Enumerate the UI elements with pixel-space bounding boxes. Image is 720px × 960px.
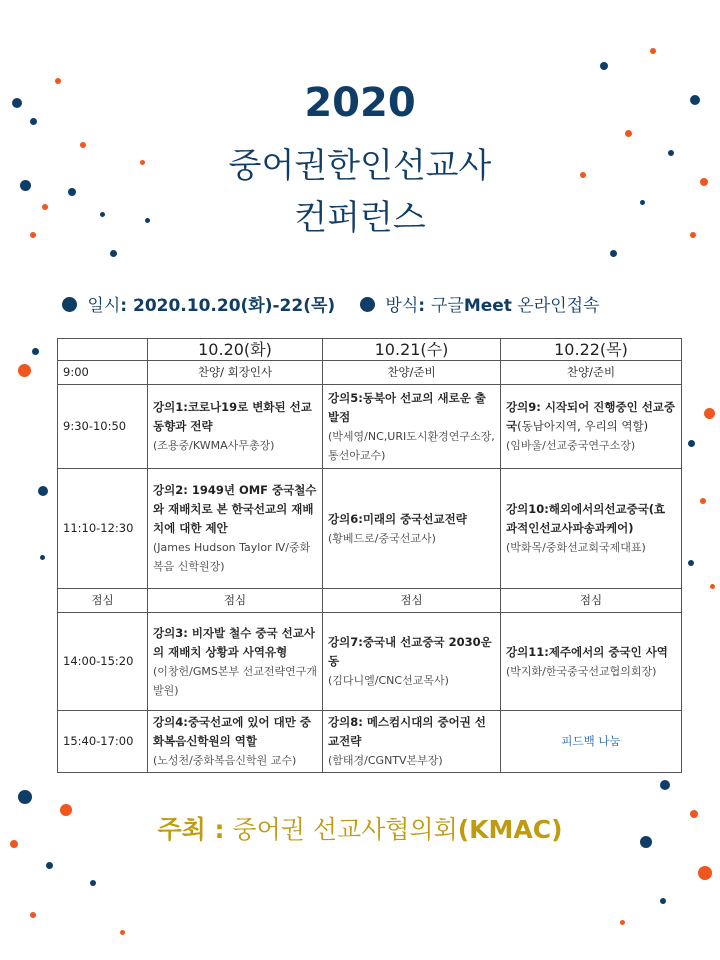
session-cell (148, 469, 323, 589)
schedule-table (57, 338, 682, 773)
confetti-dot (18, 364, 31, 377)
time-cell: 14:00-15:20 (58, 613, 148, 711)
lecture-title: 강의6:미래의 중국선교전략 (328, 511, 467, 526)
header-day: 10.20(화) (148, 339, 323, 361)
lecture-title: 강의10:해외에서의선교중국(효과적인선교사파송과케어) (506, 502, 666, 535)
confetti-dot (120, 930, 125, 935)
lecture-title: 강의4:중국선교에 있어 대만 중화복음신학원의 역할 (153, 715, 311, 748)
confetti-dot (700, 498, 706, 504)
lecture-speaker: (함태경/CGNTV본부장) (328, 754, 443, 767)
lecture-speaker: (박지화/한국중국선교협의회장) (506, 664, 657, 678)
confetti-dot (90, 880, 96, 886)
lecture-speaker: (노성천/중화복음신학원 교수) (153, 754, 297, 767)
session-cell (148, 385, 323, 469)
table-row (58, 361, 682, 385)
lecture-speaker: (김다니엘/CNC선교목사) (328, 674, 449, 687)
session-cell (148, 711, 323, 773)
confetti-dot (688, 440, 695, 447)
session-cell: 점심 (148, 589, 323, 613)
confetti-dot (660, 898, 666, 904)
lecture-speaker: (임바울/선교중국연구소장) (506, 439, 636, 452)
session-cell: 찬양/준비 (323, 361, 501, 385)
table-row (58, 589, 682, 613)
lecture-title: 강의11:제주에서의 중국인 사역 (506, 644, 668, 659)
method-value-bold: Meet (463, 296, 512, 316)
host-abbr: (KMAC) (457, 815, 563, 844)
table-row (58, 613, 682, 711)
session-cell: 찬양/ 회장인사 (148, 361, 323, 385)
session-cell (323, 711, 501, 773)
time-cell: 9:00 (58, 361, 148, 385)
session-cell: 찬양/준비 (501, 361, 682, 385)
time-cell: 9:30-10:50 (58, 385, 148, 469)
lecture-title: 강의1:코로나19로 변화된 선교동향과 전략 (153, 400, 312, 433)
table-header-row (58, 339, 682, 361)
title-year: 2020 (304, 80, 416, 126)
time-cell: 11:10-12:30 (58, 469, 148, 589)
confetti-dot (660, 780, 670, 790)
session-cell (501, 613, 682, 711)
method-label: 방식 (385, 296, 419, 316)
lecture-speaker: (박세영/NC,URI도시환경연구소장,통선아교수) (328, 429, 495, 462)
confetti-dot (600, 62, 608, 70)
lecture-speaker: (James Hudson Taylor Ⅳ/중화복음 신학원장) (153, 541, 311, 573)
session-cell (501, 711, 682, 773)
header-day: 10.22(목) (501, 339, 682, 361)
confetti-dot (46, 862, 53, 869)
table-row (58, 385, 682, 469)
method-value-rest: 온라인접속 (517, 296, 600, 316)
confetti-dot (625, 130, 632, 137)
confetti-dot (18, 790, 32, 804)
header-day: 10.21(수) (323, 339, 501, 361)
lecture-title: 강의8: 메스컴시대의 중어권 선교전략 (328, 715, 486, 748)
time-cell: 15:40-17:00 (58, 711, 148, 773)
table-row (58, 711, 682, 773)
lecture-title: 강의7:중국내 선교중국 2030운동 (328, 635, 492, 668)
lecture-speaker: (황베드로/중국선교사) (328, 531, 436, 545)
session-cell (323, 469, 501, 589)
lecture-title: 강의2: 1949년 OMF 중국철수와 재배치로 본 한국선교의 재배치에 대한 제안 (153, 483, 317, 535)
confetti-dot (650, 48, 656, 54)
confetti-dot (688, 560, 694, 566)
lecture-title: 강의3: 비자발 철수 중국 선교사의 재배치 상황과 사역유형 (153, 625, 315, 659)
event-info: 일시: 2020.10.20(화)-22(목) 방식: 구글Meet 온라인접속 (62, 291, 682, 316)
feedback-session: 피드백 나눔 (561, 734, 621, 748)
date-value: 2020.10.20(화)-22(목) (132, 296, 336, 316)
lecture-title: 강의5:동북아 선교의 새로운 출발점 (328, 390, 486, 424)
confetti-dot (710, 584, 715, 589)
confetti-dot (620, 920, 625, 925)
session-cell: 점심 (501, 589, 682, 613)
title-line-2: 컨퍼런스 (294, 198, 426, 238)
confetti-dot (40, 555, 45, 560)
session-cell (323, 385, 501, 469)
lecture-title: 강의9: 시작되어 진행중인 선교중국 (506, 400, 676, 433)
confetti-dot (704, 408, 715, 419)
date-label: 일시 (87, 296, 121, 316)
method-value-prefix: 구글 (430, 296, 464, 316)
session-cell (148, 613, 323, 711)
header-time-cell (58, 339, 148, 361)
session-cell (323, 613, 501, 711)
confetti-dot (30, 912, 36, 918)
lecture-speaker: (박화목/중화선교회국제대표) (506, 541, 646, 554)
session-cell (501, 469, 682, 589)
bullet-icon (360, 297, 375, 312)
confetti-dot (32, 348, 39, 355)
host-label: 주최 : (157, 815, 225, 844)
host-name: 중어권 선교사협의회 (232, 815, 458, 844)
confetti-dot (110, 250, 117, 257)
lecture-speaker: (이창헌/GMS본부 선교전략연구개발원) (153, 664, 318, 697)
lecture-speaker: (조용중/KWMA사무총장) (153, 439, 275, 452)
session-cell: 점심 (323, 589, 501, 613)
bullet-icon (62, 297, 77, 312)
host-line (0, 810, 720, 846)
confetti-dot (38, 486, 48, 496)
table-row (58, 469, 682, 589)
title-line-1: 중어권한인선교사 (228, 146, 492, 186)
lecture-note: (동남아지역, 우리의 역할) (517, 419, 649, 433)
confetti-dot (610, 250, 617, 257)
session-cell (501, 385, 682, 469)
time-cell: 점심 (58, 589, 148, 613)
confetti-dot (698, 866, 712, 880)
